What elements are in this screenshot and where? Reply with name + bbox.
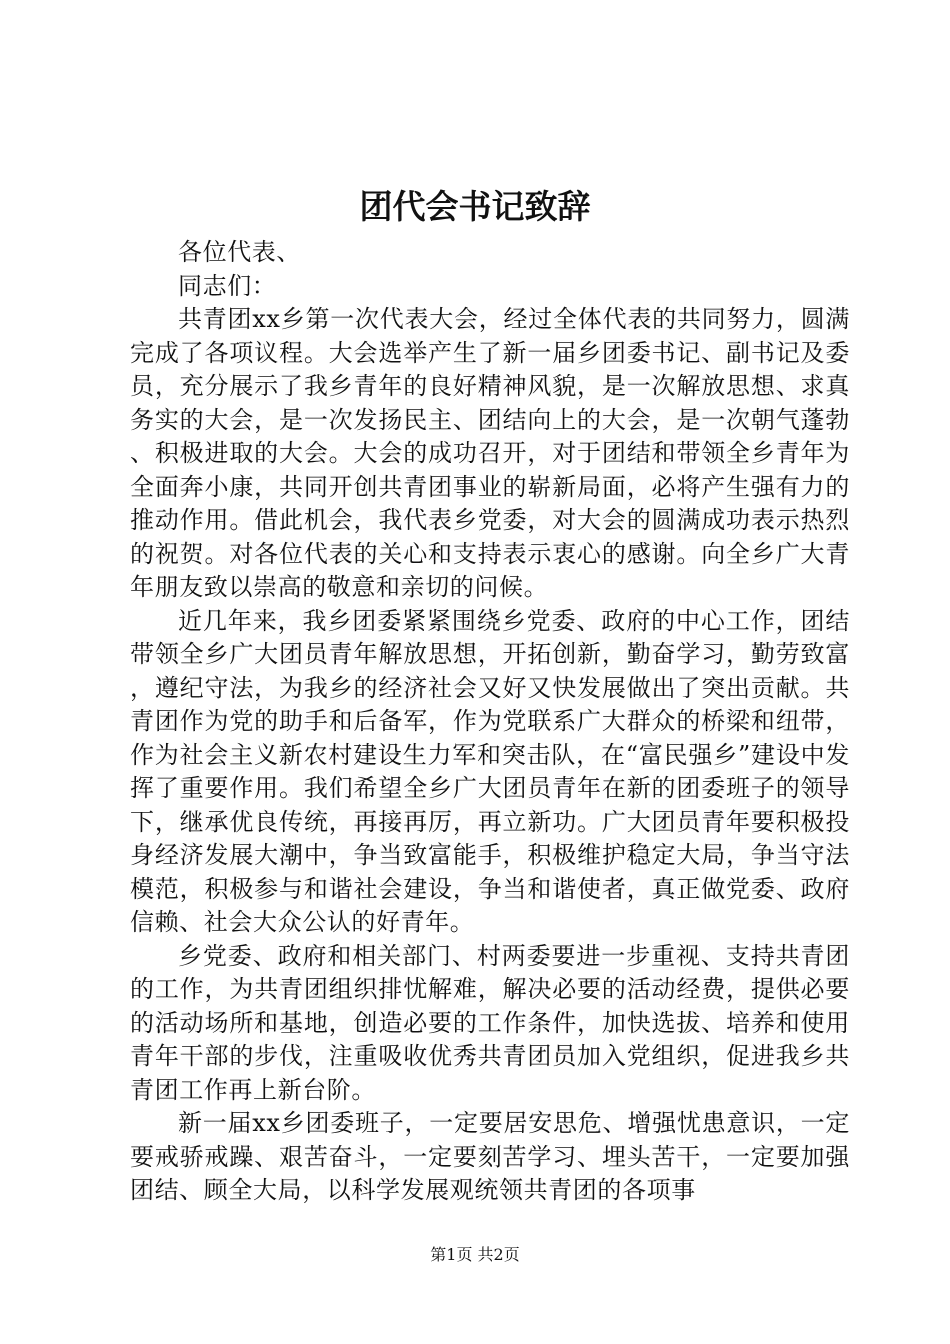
salutation-line: 各位代表、 — [178, 238, 301, 266]
body-paragraph: 近几年来，我乡团委紧紧围绕乡党委、政府的中心工作，团结带领全乡广大团员青年解放思想，开拓创新，勤奋学习，勤劳致富，遵纪守法，为我乡的经济社会又好又快发展做出了突出贡献。共青团作为党的助手和后备军，作为党联系广大群众的桥梁和纽带，作为社会主义新农村建设生力军和突击队，在“富民强乡”建设中发挥了重要作用。我们希望全乡广大团员青年在新的团委班子的领导下，继承优良传统，再接再厉，再立新功。广大团员青年要积极投身经济发展大潮中，争当致富能手，积极维护稳定大局，争当守法模范，积极参与和谐社会建设，争当和谐使者，真正做党委、政府信赖、社会大众公认的好青年。 — [130, 606, 850, 936]
page-title: 团代会书记致辞 — [359, 187, 591, 226]
body-paragraph: 共青团xx乡第一次代表大会，经过全体代表的共同努力，圆满完成了各项议程。大会选举产生了新一届乡团委书记、副书记及委员，充分展示了我乡青年的良好精神风貌，是一次解放思想、求真务实的大会，是一次发扬民主、团结向上的大会，是一次朝气蓬勃、积极进取的大会。大会的成功召开，对于团结和带领全乡青年为全面奔小康，共同开创共青团事业的崭新局面，必将产生强有力的推动作用。借此机会，我代表乡党委，对大会的圆满成功表示热烈的祝贺。对各位代表的关心和支持表示衷心的感谢。向全乡广大青年朋友致以崇高的敬意和亲切的问候。 — [130, 305, 850, 601]
document-body — [130, 236, 850, 1208]
salutation-line: 同志们： — [178, 271, 277, 300]
page-footer: 第1页 共2页 — [430, 1245, 520, 1264]
body-paragraph: 乡党委、政府和相关部门、村两委要进一步重视、支持共青团的工作，为共青团组织排忧解难，解决必要的活动经费，提供必要的活动场所和基地，创造必要的工作条件，加快选拔、培养和使用青年干部的步伐，注重吸收优秀共青团员加入党组织，促进我乡共青团工作再上新台阶。 — [130, 941, 850, 1104]
body-paragraph: 新一届xx乡团委班子，一定要居安思危、增强忧患意识，一定要戒骄戒躁、艰苦奋斗，一定要刻苦学习、埋头苦干，一定要加强团结、顾全大局，以科学发展观统领共青团的各项事 — [130, 1109, 850, 1204]
